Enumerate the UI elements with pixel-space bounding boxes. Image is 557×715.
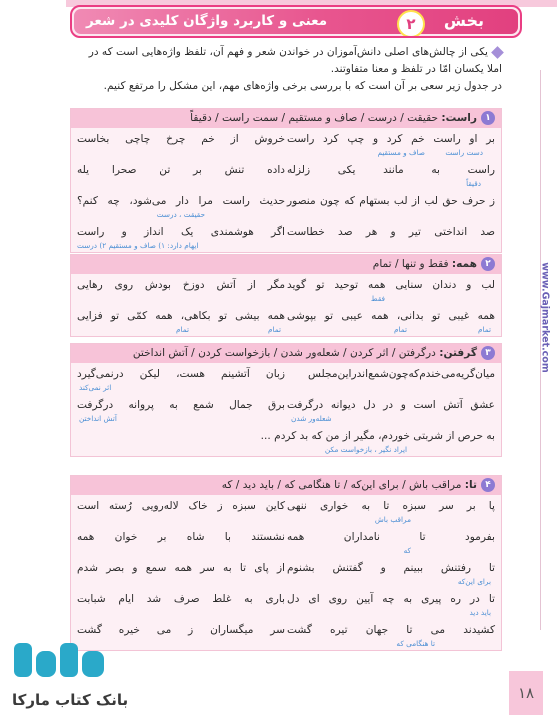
verse-text: صد انداختی تیر و هر صد خطاست	[287, 226, 495, 238]
intro-line: یکی از چالش‌های اصلی دانش‌آموزان در خواندن شعر و فهم آن، تلفظ واژه‌هایی است که در	[88, 46, 488, 58]
verse-row	[71, 159, 501, 190]
gloss: فقط	[370, 294, 385, 303]
keyword: راست:	[441, 112, 477, 124]
intro-paragraph	[70, 44, 502, 95]
verse-right-hemistich	[287, 310, 495, 336]
verse-text: باری به غلط صرف شد ایام شبابت	[77, 593, 285, 605]
gloss: برای این‌که	[457, 577, 491, 586]
verse-right-hemistich	[287, 500, 495, 526]
verse-right-hemistich	[287, 399, 495, 425]
word-card-ta	[70, 475, 502, 651]
verse-right-hemistich	[287, 531, 495, 557]
verse-text: همه غیبی تو بدانی، همه عیبی تو بپوشی	[287, 310, 495, 322]
marka-logo-icon	[8, 637, 128, 687]
verse-right-hemistich	[287, 133, 495, 159]
verse-left-hemistich	[77, 593, 285, 619]
verse-left-hemistich	[77, 368, 285, 394]
verse-row	[71, 557, 501, 588]
verse-text: کاین سبزه ز خاک لاله‌رویی رُسته است	[77, 500, 285, 512]
verse-left-hemistich	[77, 164, 285, 190]
keyword-meanings: مراقب باش / برای این‌که / تا هنگامی که / باید دید / که	[221, 479, 462, 491]
card-number: ۱	[481, 111, 495, 125]
verse-left-hemistich	[77, 399, 285, 425]
keyword: همه:	[451, 258, 477, 270]
diamond-bullet-icon	[491, 46, 504, 59]
verse-right-hemistich	[287, 593, 495, 619]
verse-right-hemistich	[287, 195, 495, 221]
gloss: صاف و مستقیم	[377, 148, 425, 157]
gloss: اثر نمی‌کند	[79, 383, 112, 392]
verse-left-hemistich	[77, 562, 285, 588]
verse-text: تا رفتنش ببینم و گفتنش بشنوم	[287, 562, 495, 574]
keyword-meanings: فقط و تنها / تمام	[372, 258, 449, 270]
verse-text: سر میگساران ز می خیره گشت	[77, 624, 285, 636]
verse-row	[71, 305, 501, 336]
word-card-gereftan	[70, 343, 502, 457]
verse-text: کشیدند می تا جهان تیره گشت	[287, 624, 495, 636]
gloss: ایراد نگیر ، بازخواست مکن	[324, 445, 407, 454]
gloss: مراقب باش	[374, 515, 411, 524]
gloss: حقیقت ، درست	[156, 210, 205, 219]
card-heading	[71, 109, 501, 128]
card-number: ۴	[481, 478, 495, 492]
verse-text: ز حرف حق لب از لب بستهام که چون منصور	[287, 195, 495, 207]
verse-text: بفرمود تا نامداران همه	[287, 531, 495, 543]
gloss: آتش انداختن	[79, 414, 117, 423]
keyword-meanings: حقیقت / درست / صاف و مستقیم / سمت راست / دقیقاً	[190, 112, 439, 124]
verse-right-hemistich	[287, 226, 495, 252]
publisher-name: بانک کتاب مارکا	[12, 691, 129, 709]
intro-line: در جدول زیر سعی بر آن است که با بررسی برخی واژه‌های مهم، این مشکل را مرتفع کنیم.	[103, 80, 502, 92]
verse-text: راست به مانند یکی زلزله	[287, 164, 495, 176]
verse-left-hemistich	[77, 279, 285, 305]
verse-row	[71, 128, 501, 159]
gloss: شعله‌ور شدن	[291, 414, 332, 423]
verse-row	[71, 274, 501, 305]
verse-left-hemistich	[77, 195, 285, 221]
card-heading	[71, 255, 501, 274]
verse-left-hemistich	[77, 531, 285, 557]
verse-text: به حرص از شربتی خوردم، مگیر از من که بد کردم ...	[260, 430, 495, 442]
verse-row	[71, 425, 501, 456]
keyword: گرفتن:	[439, 347, 477, 359]
gloss: باید دید	[469, 608, 491, 617]
verse-text: پا بر سر سبزه تا به خواری ننهی	[287, 500, 495, 512]
word-card-hame	[70, 254, 502, 337]
gloss: تمام	[176, 325, 189, 334]
verse-text: تا در ره پیری به چه آیین روی ای دل	[287, 593, 495, 605]
verse-text: لب و دندان سنایی همه توحید تو گوید	[287, 279, 495, 291]
gloss: تمام	[394, 325, 407, 334]
verse-right-hemistich	[287, 562, 495, 588]
verse-row	[71, 394, 501, 425]
verse-row	[71, 588, 501, 619]
verse-text: میان‌گریه‌می‌خندم‌که‌چون‌شمع‌اندراین‌مجلس	[308, 368, 495, 380]
website-url	[530, 250, 550, 400]
verse-text: نشستند با شاه بر خوان همه	[77, 531, 285, 543]
verse-row	[71, 526, 501, 557]
verse-text: حدیث راست مرا دار می‌شود، چه کنم؟	[77, 195, 285, 207]
verse-left-hemistich	[77, 133, 285, 159]
verse-text: زبان آتشینم هست، لیکن درنمی‌گیرد	[77, 368, 285, 380]
gloss: تا هنگامی که	[396, 639, 435, 648]
card-heading	[71, 344, 501, 363]
verse-text: عشق آتش است و در دل دیوانه درگرفت	[287, 399, 495, 411]
verse-text: خروش از خم چرخ چاچی بخاست	[77, 133, 285, 145]
gloss: که	[403, 546, 411, 555]
website-url-text: www.Gajmarket.com	[539, 262, 551, 373]
verse-left-hemistich	[77, 310, 285, 336]
verse-text: از پای تا به سر همه سمع و بصر شدم	[77, 562, 285, 574]
section-header	[70, 5, 522, 38]
keyword-meanings: درگرفتن / اثر کردن / شعله‌ور شدن / بازخواست کردن / آتش انداختن	[132, 347, 436, 359]
card-number: ۳	[481, 346, 495, 360]
section-word: بخش	[443, 11, 484, 30]
verse-right-hemistich	[287, 368, 495, 394]
card-heading	[71, 476, 501, 495]
gloss: تمام	[478, 325, 491, 334]
keyword: تا:	[464, 479, 477, 491]
verse-right-hemistich	[287, 279, 495, 305]
verse-text: اگر هوشمندی یک انداز و راست	[77, 226, 285, 238]
page-number: ۱۸	[509, 671, 543, 715]
verse-row	[71, 619, 501, 650]
verse-right-hemistich	[287, 164, 495, 190]
card-number: ۲	[481, 257, 495, 271]
intro-line: املا یکسان امّا در تلفظ و معنا متفاوتند.	[330, 63, 502, 75]
gloss: دقیقاً	[466, 179, 481, 188]
verse-row	[71, 221, 501, 252]
word-card-rast	[70, 108, 502, 253]
verse-full-line	[75, 430, 495, 456]
gloss: تمام	[268, 325, 281, 334]
verse-row	[71, 190, 501, 221]
gloss: دست راست	[445, 148, 483, 157]
gloss: ایهام دارد: ۱) صاف و مستقیم ۲) درست	[77, 241, 199, 250]
verse-text: برق جمال شمع به پروانه درگرفت	[77, 399, 285, 411]
verse-left-hemistich	[77, 500, 285, 526]
verse-text: بر او راست خم کرد و چپ کرد راست	[287, 133, 495, 145]
verse-text: مگر از آتش دوزخ بودش روی رهایی	[77, 279, 285, 291]
verse-text: همه بیشی تو بکاهی، همه کمّی تو فزایی	[77, 310, 285, 322]
section-title: معنی و کاربرد واژگان کلیدی در شعر	[86, 13, 328, 29]
verse-row	[71, 363, 501, 394]
section-number-badge: ۲	[397, 10, 425, 38]
verse-right-hemistich	[287, 624, 495, 650]
verse-row	[71, 495, 501, 526]
verse-left-hemistich	[77, 226, 285, 252]
verse-text: داده تنش بر تن صحرا یله	[77, 164, 285, 176]
